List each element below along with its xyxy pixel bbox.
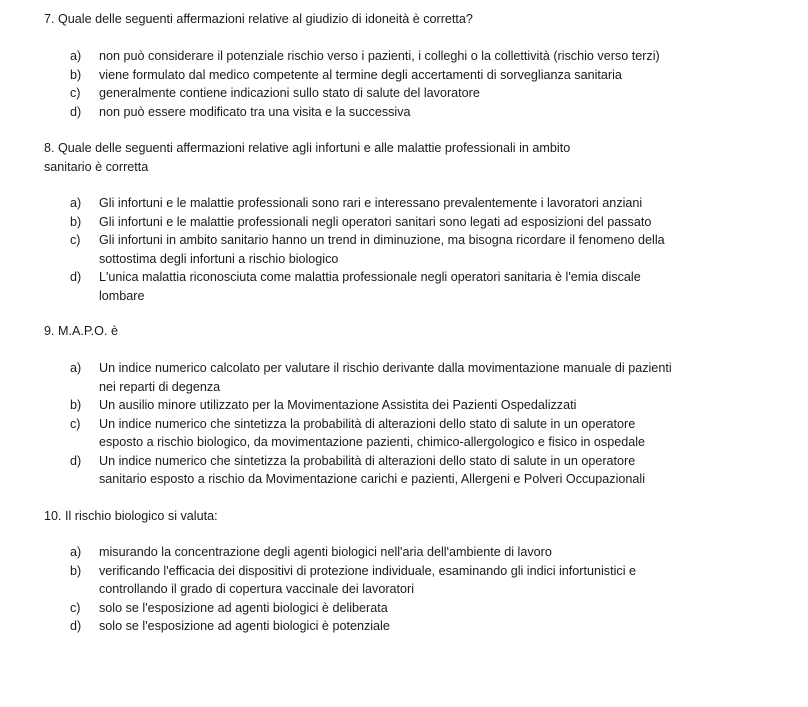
question-text: 10. Il rischio biologico si valuta: [44,509,218,523]
answer-text-line-2: controllando il grado di copertura vaccinale dei lavoratori [99,582,415,596]
answer-text: solo se l'esposizione ad agenti biologici è potenziale [99,619,390,633]
answer-text: viene formulato dal medico competente al termine degli accertamenti di sorveglianza sanitaria [99,67,622,82]
answer-text-line-2: nei reparti di degenza [99,379,221,394]
answer-letter: c) [70,233,81,247]
answer-7b [70,66,750,85]
answer-10d [70,617,750,636]
answer-text: non può considerare il potenziale rischio verso i pazienti, i colleghi o la collettività (rischio verso terzi) [99,49,660,63]
answer-text [99,562,750,599]
answer-text-line-1: Un indice numerico che sintetizza la probabilità di alterazioni dello stato di salute in un operatore [99,453,636,468]
answer-text-line-1: verificando l'efficacia dei dispositivi di protezione individuale, esaminando gli indici infortunistici e [99,563,636,578]
answer-letter: a) [70,49,82,63]
answer-letter: d) [70,453,82,468]
answer-9c [70,415,750,452]
answer-text [99,268,750,305]
answer-text: Gli infortuni e le malattie professionali sono rari e interessano prevalentemente i lavoratori anziani [99,196,643,210]
answer-text-line-2: esposto a rischio biologico, da movimentazione pazienti, chimico-allergologico e fisico in ospedale [99,435,646,449]
answer-8b [70,213,750,232]
question-text-line-2: sanitario è corretta [44,159,149,174]
answer-letter: b) [70,398,82,412]
answer-text: non può essere modificato tra una visita e la successiva [99,104,411,119]
answer-8c [70,231,750,268]
question-7 [44,10,744,29]
answer-text [99,415,750,452]
answer-letter: a) [70,196,82,210]
answer-text-line-1: L'unica malattia riconosciuta come malattia professionale negli operatori sanitaria è l'emia discale [99,270,641,284]
answer-letter: a) [70,361,82,375]
answer-letter: c) [70,600,81,615]
question-text-line-1: 8. Quale delle seguenti affermazioni relative agli infortuni e alle malattie professionali in ambito [44,141,571,155]
answer-letter: b) [70,214,82,229]
answer-9a [70,359,750,396]
answer-text: generalmente contiene indicazioni sullo stato di salute del lavoratore [99,86,480,100]
question-8 [44,139,644,176]
answer-10c [70,599,750,618]
answers-question-9 [70,359,750,489]
answers-question-10 [70,543,750,636]
answer-letter: d) [70,619,82,633]
answer-text [99,452,750,489]
answer-text-line-2: lombare [99,288,145,303]
answer-letter: d) [70,270,82,284]
answers-question-7 [70,47,750,121]
answer-text-line-1: Un indice numerico che sintetizza la probabilità di alterazioni dello stato di salute in un operatore [99,416,636,431]
answer-letter: a) [70,545,82,559]
answer-8a [70,194,750,213]
answer-text: misurando la concentrazione degli agenti biologici nell'aria dell'ambiente di lavoro [99,545,552,559]
answer-letter: d) [70,104,82,119]
answer-text [99,231,750,268]
answer-text: Gli infortuni e le malattie professionali negli operatori sanitari sono legati ad esposizioni del passato [99,214,652,229]
answer-letter: b) [70,67,82,82]
question-10 [44,507,744,526]
answer-9b [70,396,750,415]
answer-8d [70,268,750,305]
answer-text [99,359,750,396]
answer-text-line-2: sanitario esposto a rischio da Movimentazione carichi e pazienti, Allergeni e Polveri Occupazionali [99,472,646,486]
answer-letter: b) [70,563,82,578]
answer-letter: c) [70,86,81,100]
answer-text-line-1: Un indice numerico calcolato per valutare il rischio derivante dalla movimentazione manuale di pazienti [99,361,672,375]
answer-10a [70,543,750,562]
question-9 [44,322,744,341]
question-text: 7. Quale delle seguenti affermazioni relative al giudizio di idoneità è corretta? [44,12,473,26]
answer-text-line-1: Gli infortuni in ambito sanitario hanno un trend in diminuzione, ma bisogna ricordare il fenomeno della [99,233,665,247]
answer-text: solo se l'esposizione ad agenti biologici è deliberata [99,600,388,615]
answers-question-8 [70,194,750,305]
answer-7d [70,103,750,122]
question-text: 9. M.A.P.O. è [44,324,118,338]
answer-7a [70,47,750,66]
answer-7c [70,84,750,103]
answer-letter: c) [70,416,81,431]
answer-9d [70,452,750,489]
answer-10b [70,562,750,599]
answer-text: Un ausilio minore utilizzato per la Movimentazione Assistita dei Pazienti Ospedalizzati [99,398,577,412]
answer-text-line-2: sottostima degli infortuni a rischio biologico [99,251,339,266]
